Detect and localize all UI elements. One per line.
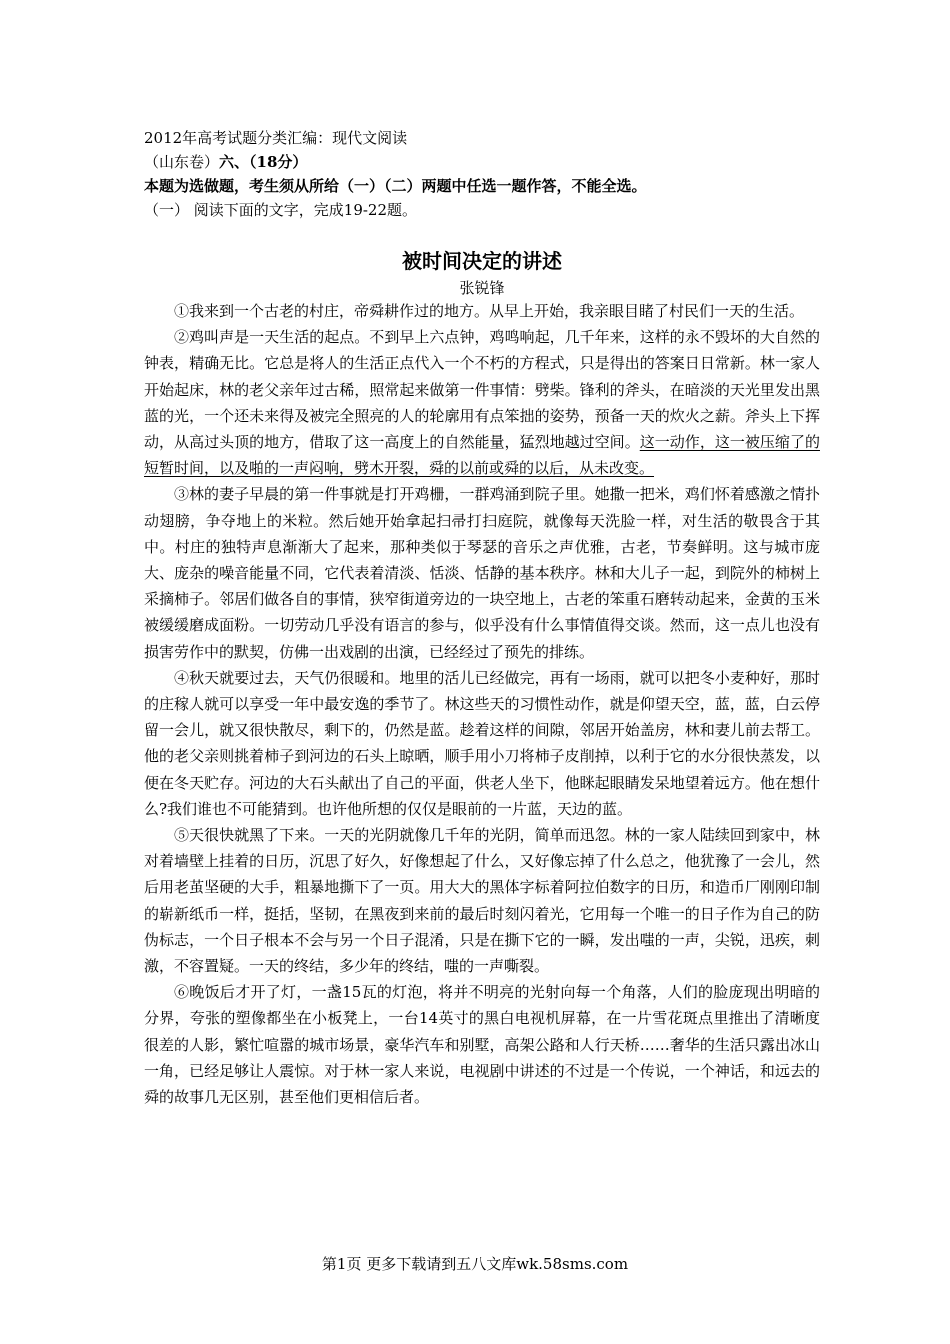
underlined-sentence: 这一动作，这一被压缩了的短暂时间，以及啪的一声闷响，劈木开裂，舜的以前或舜的以后，从未改变。 (144, 433, 820, 478)
article-author: 张锐锋 (459, 279, 505, 297)
paragraph-2-text: ②鸡叫声是一天生活的起点。不到早上六点钟，鸡鸣响起，几千年来，这样的永不毁坏的大自然的钟表，精确无比。它总是将人的生活正点代入一个不朽的方程式，只是得出的答案日日常新。林一家人开始起床，林的老父亲年过古稀，照常起来做第一件事情：劈柴。锋利的斧头，在暗淡的天光里发出黑蓝的光，一个还未来得及被完全照亮的人的轮廓用有点笨拙的姿势，预备一天的炊火之薪。斧头上下挥动，从高过头顶的地方，借取了这一高度上的自然能量，猛烈地越过空间。 (144, 328, 820, 452)
article-title: 被时间决定的讲述 (402, 249, 562, 273)
paragraph-5: ⑤天很快就黑了下来。一天的光阴就像几千年的光阴，简单而迅忽。林的一家人陆续回到家中，林对着墙壁上挂着的日历，沉思了好久，好像想起了什么，又好像忘掉了什么总之，他犹豫了一会儿，然后用老茧坚硬的大手，粗暴地撕下了一页。用大大的黑体字标着阿拉伯数字的日历，和造币厂刚刚印制的崭新纸币一样，挺括，坚韧，在黑夜到来前的最后时刻闪着光，它用每一个唯一的日子作为自己的防伪标志，一个日子根本不会与另一个日子混淆，只是在撕下它的一瞬，发出嗤的一声，尖锐，迅疾，刺激，不容置疑。一天的终结，多少年的终结，嗤的一声嘶裂。 (144, 826, 820, 976)
paragraph-2 (144, 324, 820, 481)
section-number: 六、（18分） (219, 153, 308, 171)
paragraph-1: ①我来到一个古老的村庄，帝舜耕作过的地方。从早上开始，我亲眼目睹了村民们一天的生活。 (174, 302, 805, 320)
instruction-note: 本题为选做题，考生须从所给（一）（二）两题中任选一题作答，不能全选。 (144, 177, 647, 195)
exam-header (144, 126, 824, 222)
paragraph-4: ④秋天就要过去，天气仍很暖和。地里的活儿已经做完，再有一场雨，就可以把冬小麦种好，那时的庄稼人就可以享受一年中最安逸的季节了。林这些天的习惯性动作，就是仰望天空，蓝，蓝，白云停留一会儿，就又很快散尽，剩下的，仍然是蓝。趁着这样的间隙，邻居开始盖房，林和妻儿前去帮工。他的老父亲则挑着柿子到河边的石头上晾晒，顺手用小刀将柿子皮削掉，以利于它的水分很快蒸发，以便在冬天贮存。河边的大石头献出了自己的平面，供老人坐下，他眯起眼睛发呆地望着远方。他在想什么?我们谁也不可能猜到。也许他所想的仅仅是眼前的一片蓝，天边的蓝。 (144, 668, 820, 818)
paragraph-6: ⑥晚饭后才开了灯，一盏15瓦的灯泡，将并不明亮的光射向每一个角落，人们的脸庞现出明暗的分界，夸张的塑像都坐在小板凳上，一台14英寸的黑白电视机屏幕，在一片雪花斑点里推出了清晰度很差的人影，繁忙喧嚣的城市场景，豪华汽车和别墅，高架公路和人行天桥……奢华的生活只露出冰山一角，已经足够让人震惊。对于林一家人来说，电视剧中讲述的不过是一个传说，一个神话，和远去的舜的故事几无区别，甚至他们更相信后者。 (144, 983, 820, 1107)
section-heading (144, 150, 824, 174)
collection-title: 2012年高考试题分类汇编：现代文阅读 (144, 129, 408, 147)
article-body (144, 298, 820, 1110)
paragraph-3: ③林的妻子早晨的第一件事就是打开鸡栅，一群鸡涌到院子里。她撒一把米，鸡们怀着感激之情扑动翅膀，争夺地上的米粒。然后她开始拿起扫帚打扫庭院，就像每天洗脸一样，对生活的敬畏含于其中。村庄的独特声息渐渐大了起来，那种类似于琴瑟的音乐之声优雅，古老，节奏鲜明。这与城市庞大、庞杂的噪音能量不同，它代表着清淡、恬淡、恬静的基本秩序。林和大儿子一起，到院外的柿树上采摘柿子。邻居们做各自的事情，狭窄街道旁边的一块空地上，古老的笨重石磨转动起来，金黄的玉米被缓缓磨成面粉。一切劳动几乎没有语言的参与，似乎没有什么事情值得交谈。然而，这一点儿也没有损害劳作中的默契，仿佛一出戏剧的出演，已经经过了预先的排练。 (144, 485, 820, 661)
reading-instruction: （一） 阅读下面的文字，完成19-22题。 (144, 201, 418, 219)
province-label: （山东卷） (144, 153, 220, 171)
page-footer: 第1页 更多下载请到五八文库wk.58sms.com (321, 1255, 629, 1273)
